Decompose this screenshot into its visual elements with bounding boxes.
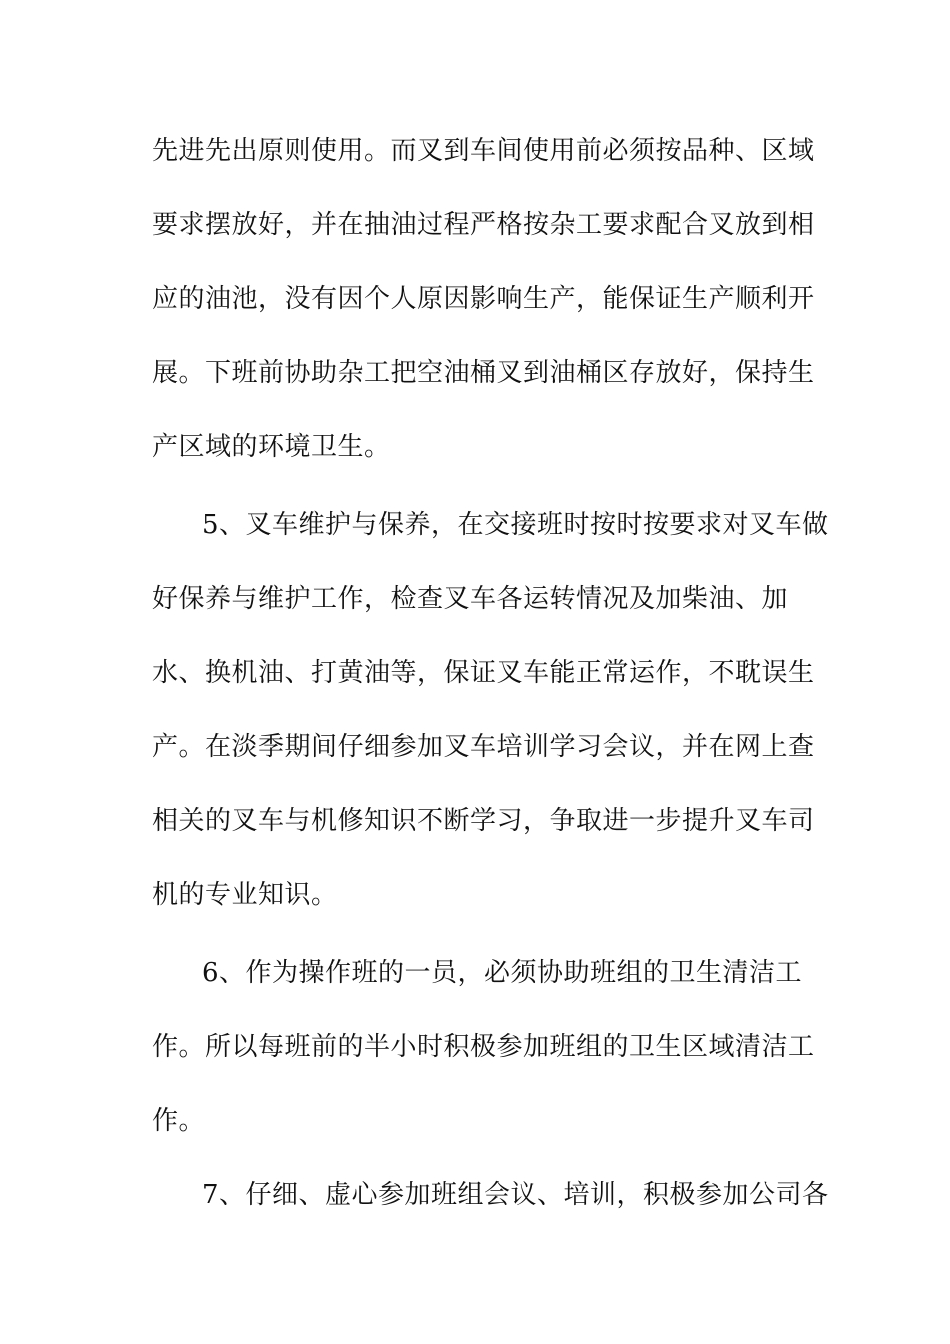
text-line: 应的油池，没有因个人原因影响生产，能保证生产顺利开 bbox=[152, 284, 815, 314]
paragraph-7-first-line: 7、仔细、虚心参加班组会议、培训，积极参加公司各 bbox=[202, 1180, 829, 1210]
text-line: 展。下班前协助杂工把空油桶叉到油桶区存放好，保持生 bbox=[152, 358, 815, 388]
text-line: 先进先出原则使用。而叉到车间使用前必须按品种、区域 bbox=[152, 136, 815, 166]
text-line: 产区域的环境卫生。 bbox=[152, 432, 391, 462]
text-line: 要求摆放好，并在抽油过程严格按杂工要求配合叉放到相 bbox=[152, 210, 815, 240]
text-line: 相关的叉车与机修知识不断学习，争取进一步提升叉车司 bbox=[152, 806, 815, 836]
text-line: 作。 bbox=[152, 1106, 206, 1136]
text-line: 水、换机油、打黄油等，保证叉车能正常运作，不耽误生 bbox=[152, 658, 815, 688]
paragraph-5-first-line: 5、叉车维护与保养，在交接班时按时按要求对叉车做 bbox=[202, 510, 829, 540]
text-line: 好保养与维护工作，检查叉车各运转情况及加柴油、加 bbox=[152, 584, 789, 614]
text-line: 作。所以每班前的半小时积极参加班组的卫生区域清洁工 bbox=[152, 1032, 815, 1062]
paragraph-6-first-line: 6、作为操作班的一员，必须协助班组的卫生清洁工 bbox=[202, 958, 803, 988]
text-line: 产。在淡季期间仔细参加叉车培训学习会议，并在网上查 bbox=[152, 732, 815, 762]
text-line: 机的专业知识。 bbox=[152, 880, 338, 910]
